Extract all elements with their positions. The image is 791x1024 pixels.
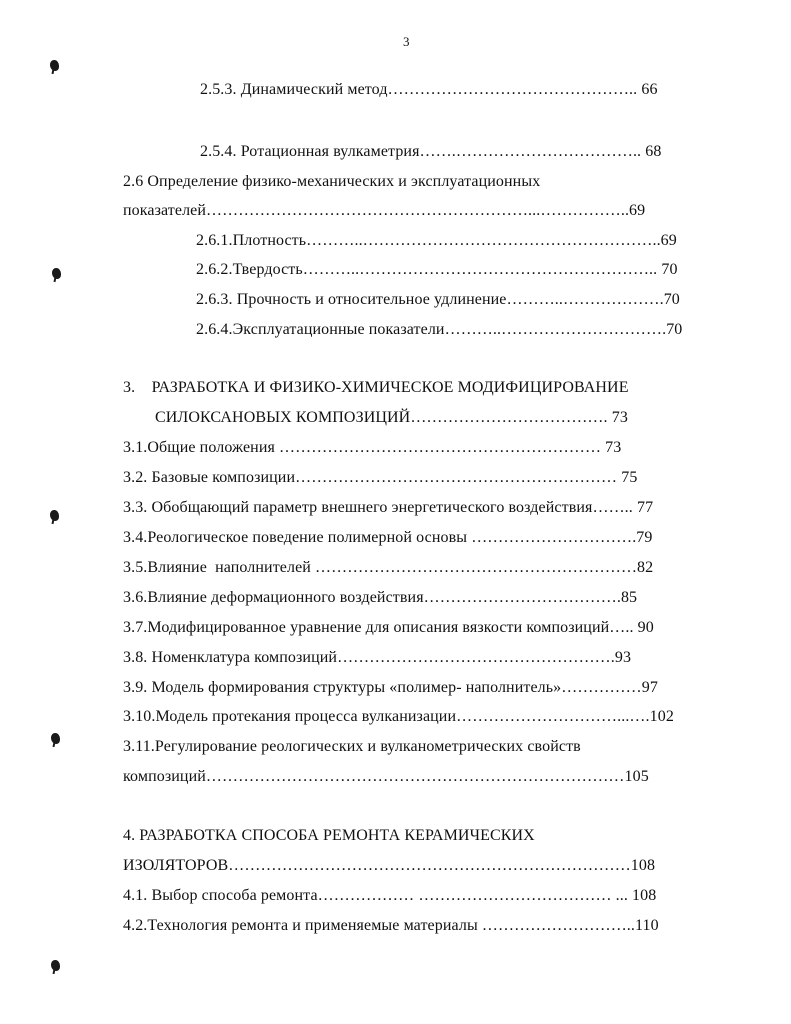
toc-entry-2-6-1: 2.6.1.Плотность………..………………………………………………..69 bbox=[196, 232, 677, 249]
toc-entry-3-1: 3.1.Общие положения …………………………………………………… 73 bbox=[123, 439, 622, 456]
toc-chapter-3-heading: 3. РАЗРАБОТКА И ФИЗИКО-ХИМИЧЕСКОЕ МОДИФИЦИРОВАНИЕ bbox=[123, 379, 629, 396]
toc-entry-4-2: 4.2.Технология ремонта и применяемые материалы ………………………..110 bbox=[123, 917, 659, 934]
toc-chapter-4-continuation: ИЗОЛЯТОРОВ…………………………………………………………………108 bbox=[123, 857, 656, 874]
punch-hole-mark bbox=[50, 60, 59, 71]
toc-entry-2-6-heading: 2.6 Определение физико-механических и эксплуатационных bbox=[123, 173, 541, 190]
toc-chapter-4-heading: 4. РАЗРАБОТКА СПОСОБА РЕМОНТА КЕРАМИЧЕСКИХ bbox=[123, 827, 535, 844]
punch-hole-mark bbox=[51, 733, 60, 744]
toc-entry-2-6-3: 2.6.3. Прочность и относительное удлинение………..……………….70 bbox=[196, 291, 680, 308]
toc-entry-2-6-continuation: показателей……………………………………………………...……………..69 bbox=[123, 202, 646, 219]
punch-hole-mark bbox=[50, 510, 59, 521]
toc-entry-3-10: 3.10.Модель протекания процесса вулканизации…………………………...….102 bbox=[123, 708, 674, 725]
punch-hole-mark bbox=[51, 960, 60, 971]
toc-entry-2-5-4: 2.5.4. Ротационная вулкаметрия…….…………………………….. 68 bbox=[200, 143, 662, 160]
toc-entry-3-3: 3.3. Обобщающий параметр внешнего энергетического воздействия…….. 77 bbox=[123, 499, 654, 516]
toc-entry-3-11-continuation: композиций……………………………………………………………………105 bbox=[123, 768, 649, 785]
punch-hole-mark bbox=[52, 268, 61, 279]
toc-chapter-3-continuation: СИЛОКСАНОВЫХ КОМПОЗИЦИЙ………………………………. 73 bbox=[155, 409, 628, 426]
toc-entry-2-5-3: 2.5.3. Динамический метод……………………………………….. 66 bbox=[200, 81, 658, 98]
toc-entry-3-5: 3.5.Влияние наполнителей ……………………………………………………82 bbox=[123, 559, 654, 576]
page-number: 3 bbox=[403, 34, 410, 49]
toc-entry-3-11-heading: 3.11.Регулирование реологических и вулканометрических свойств bbox=[123, 738, 581, 755]
toc-entry-3-2: 3.2. Базовые композиции…………………………………………………… 75 bbox=[123, 469, 638, 486]
toc-entry-2-6-4: 2.6.4.Эксплуатационные показатели………..………………………….70 bbox=[196, 321, 683, 338]
toc-entry-3-6: 3.6.Влияние деформационного воздействия……………………………….85 bbox=[123, 589, 638, 606]
toc-entry-4-1: 4.1. Выбор способа ремонта……………… ……………………………… ... 108 bbox=[123, 887, 657, 904]
toc-entry-3-9: 3.9. Модель формирования структуры «полимер- наполнитель»……………97 bbox=[123, 679, 658, 696]
toc-entry-3-4: 3.4.Реологическое поведение полимерной основы ………………………….79 bbox=[123, 529, 653, 546]
toc-entry-2-6-2: 2.6.2.Твердость………..……………………………………………….. 70 bbox=[196, 261, 678, 278]
toc-entry-3-8: 3.8. Номенклатура композиций…………………………………………….93 bbox=[123, 649, 632, 666]
toc-entry-3-7: 3.7.Модифицированное уравнение для описания вязкости композиций….. 90 bbox=[123, 619, 654, 636]
